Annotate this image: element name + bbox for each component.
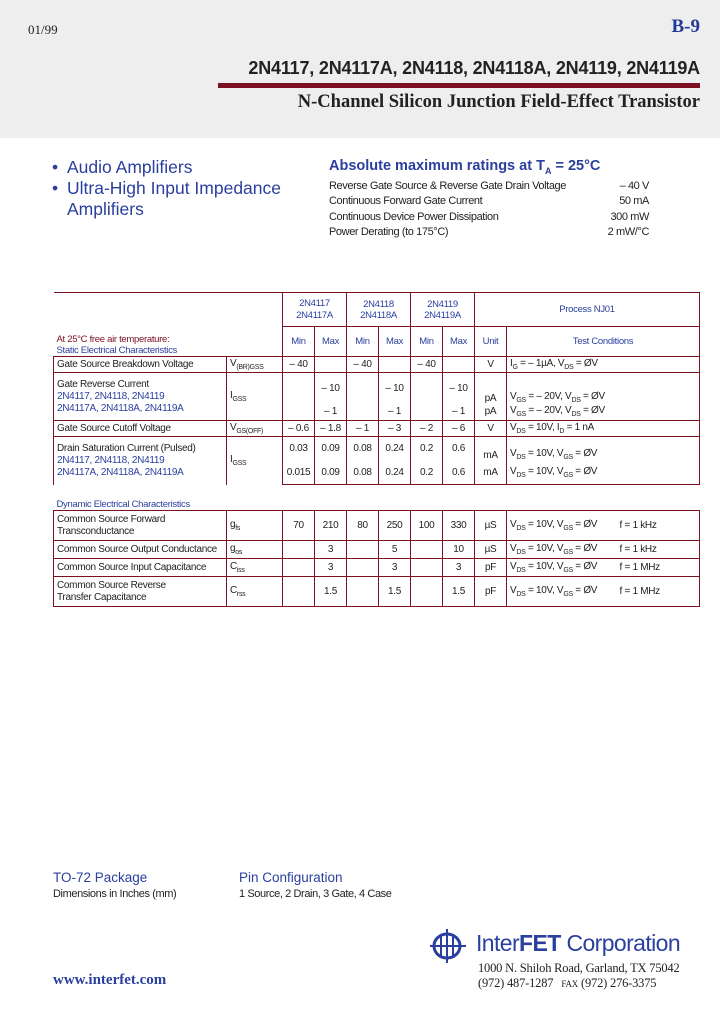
value-cell: 0.015 <box>283 461 315 485</box>
rating-row: Reverse Gate Source & Reverse Gate Drain Voltage – 40 V <box>329 179 649 192</box>
table-row <box>54 559 700 577</box>
value-cell <box>283 559 315 577</box>
value-cell: 3 <box>379 559 411 577</box>
header-row <box>54 293 700 327</box>
feature-item-continued: Amplifiers <box>67 199 144 219</box>
column-header: Min <box>347 327 379 357</box>
unit-cell: V <box>475 357 507 373</box>
value-cell: – 10 <box>315 373 347 404</box>
symbol-cell: $V_{(BR)GSS}$ <box>227 357 283 373</box>
value-cell: 80 <box>347 511 379 541</box>
unit-cell: pA <box>475 373 507 404</box>
symbol-cell: $C_{rss}$ <box>227 577 283 607</box>
column-header: Test Conditions <box>507 327 700 357</box>
value-cell: 1.5 <box>443 577 475 607</box>
unit-cell: pF <box>475 559 507 577</box>
value-cell: 5 <box>379 541 411 559</box>
value-cell <box>347 541 379 559</box>
value-cell: – 0.6 <box>283 421 315 437</box>
value-cell: 3 <box>315 559 347 577</box>
value-cell: – 40 <box>283 357 315 373</box>
test-cell: $V_{GS}$ = – 20V, $V_{DS}$ = ØV <box>507 373 700 404</box>
test-cell: $V_{DS} = 10V$, $V_{GS}$ = ØV <box>507 511 617 541</box>
symbol-cell: $V_{GS(OFF)}$ <box>227 421 283 437</box>
value-cell <box>411 373 443 404</box>
feature-item: • Audio Amplifiers <box>52 157 193 177</box>
package-subtitle: Dimensions in Inches (mm) <box>53 888 177 900</box>
value-cell: 0.08 <box>347 437 379 461</box>
value-cell: 250 <box>379 511 411 541</box>
value-cell <box>411 404 443 421</box>
unit-cell: µS <box>475 541 507 559</box>
value-cell <box>411 541 443 559</box>
test-cell: $V_{DS} = 10V$, $V_{GS}$ = ØV <box>507 559 617 577</box>
value-cell: – 10 <box>379 373 411 404</box>
value-cell: 1.5 <box>379 577 411 607</box>
group-header: 2N4118 2N4118A <box>347 293 411 327</box>
document-date: 01/99 <box>28 22 58 37</box>
symbol-cell: $g_{os}$ <box>227 541 283 559</box>
spec-table <box>53 292 700 607</box>
page-id: B-9 <box>671 16 700 37</box>
table-row <box>54 373 700 404</box>
value-cell: 70 <box>283 511 315 541</box>
process-label: Process NJ01 <box>475 293 700 327</box>
value-cell: – 40 <box>347 357 379 373</box>
bullet-icon: • <box>52 178 59 198</box>
symbol-cell: $I_{GSS}$ <box>227 437 283 485</box>
rating-row: Continuous Forward Gate Current 50 mA <box>329 195 649 208</box>
pin-config-subtitle: 1 Source, 2 Drain, 3 Gate, 4 Case <box>239 888 392 900</box>
rating-row: Power Derating (to 175°C) 2 mW/°C <box>329 226 649 239</box>
param-cell: Common Source Output Conductance <box>54 541 227 559</box>
column-header: Max <box>379 327 411 357</box>
pin-config-title: Pin Configuration <box>239 870 343 885</box>
value-cell: 0.2 <box>411 437 443 461</box>
company-address: 1000 N. Shiloh Road, Garland, TX 75042 <box>478 961 680 975</box>
spacer-row <box>54 485 700 511</box>
frequency-cell: f = 1 MHz <box>617 559 700 577</box>
unit-cell: mA <box>475 437 507 461</box>
value-cell <box>283 404 315 421</box>
column-header: Max <box>315 327 347 357</box>
value-cell: 0.09 <box>315 437 347 461</box>
column-header-row <box>54 327 700 357</box>
dynamic-section-title: Dynamic Electrical Characteristics <box>56 499 190 510</box>
value-cell: 3 <box>315 541 347 559</box>
test-cell: $V_{GS}$ = – 20V, $V_{DS}$ = ØV <box>507 404 700 421</box>
value-cell: – 1.8 <box>315 421 347 437</box>
value-cell: 3 <box>443 559 475 577</box>
value-cell: 10 <box>443 541 475 559</box>
value-cell: 0.08 <box>347 461 379 485</box>
test-cell: $V_{DS} = 10V$, $I_D = 1$ nA <box>507 421 700 437</box>
value-cell <box>443 357 475 373</box>
bullet-icon: • <box>52 157 59 177</box>
unit-cell: V <box>475 421 507 437</box>
value-cell <box>347 404 379 421</box>
param-cell: Drain Saturation Current (Pulsed) 2N4117, 2N4118, 2N4119 2N4117A, 2N4118A, 2N4119A <box>54 437 227 485</box>
frequency-cell: f = 1 kHz <box>617 511 700 541</box>
param-cell: Gate Source Cutoff Voltage <box>54 421 227 437</box>
symbol-cell: $g_{fs}$ <box>227 511 283 541</box>
value-cell: 0.2 <box>411 461 443 485</box>
test-cell: $V_{DS} = 10V$, $V_{GS}$ = ØV <box>507 437 700 461</box>
param-cell: Gate Source Breakdown Voltage <box>54 357 227 373</box>
value-cell: – 1 <box>347 421 379 437</box>
table-row <box>54 541 700 559</box>
value-cell: – 1 <box>379 404 411 421</box>
part-numbers-title: 2N4117, 2N4117A, 2N4118, 2N4118A, 2N4119, 2N4119A <box>248 58 700 78</box>
blank-cell <box>54 293 227 327</box>
test-cell: $V_{DS} = 10V$, $V_{GS}$ = ØV <box>507 577 617 607</box>
symbol-cell: $I_{GSS}$ <box>227 373 283 421</box>
value-cell: 0.03 <box>283 437 315 461</box>
test-cell: $V_{DS} = 10V$, $V_{GS}$ = ØV <box>507 461 700 485</box>
table-row <box>54 357 700 373</box>
frequency-cell: f = 1 MHz <box>617 577 700 607</box>
table-row <box>54 577 700 607</box>
column-header: Unit <box>475 327 507 357</box>
value-cell: 0.6 <box>443 461 475 485</box>
value-cell: – 3 <box>379 421 411 437</box>
value-cell: – 1 <box>443 404 475 421</box>
value-cell <box>283 373 315 404</box>
absolute-max-ratings <box>329 158 649 241</box>
value-cell <box>347 577 379 607</box>
value-cell: – 40 <box>411 357 443 373</box>
feature-item: • Ultra-High Input Impedance <box>52 178 281 198</box>
param-cell: Common Source Reverse Transfer Capacitance <box>54 577 227 607</box>
value-cell <box>347 373 379 404</box>
value-cell: 0.6 <box>443 437 475 461</box>
frequency-cell: f = 1 kHz <box>617 541 700 559</box>
param-cell: Common Source Input Capacitance <box>54 559 227 577</box>
package-title: TO-72 Package <box>53 870 148 885</box>
unit-cell: mA <box>475 461 507 485</box>
company-phone: (972) 487-1287 FAX (972) 276-3375 <box>478 976 657 990</box>
value-cell: 100 <box>411 511 443 541</box>
group-header: 2N4117 2N4117A <box>283 293 347 327</box>
unit-cell: µS <box>475 511 507 541</box>
value-cell: 210 <box>315 511 347 541</box>
value-cell <box>347 559 379 577</box>
value-cell <box>283 541 315 559</box>
value-cell: 0.09 <box>315 461 347 485</box>
value-cell: – 2 <box>411 421 443 437</box>
value-cell: – 10 <box>443 373 475 404</box>
table-row <box>54 421 700 437</box>
feature-list <box>50 157 281 220</box>
group-header: 2N4119 2N4119A <box>411 293 475 327</box>
column-header: Max <box>443 327 475 357</box>
value-cell <box>379 357 411 373</box>
value-cell <box>411 577 443 607</box>
document-subtitle: N-Channel Silicon Junction Field-Effect Transistor <box>297 92 700 112</box>
unit-cell: pF <box>475 577 507 607</box>
param-cell: Common Source Forward Transconductance <box>54 511 227 541</box>
value-cell <box>283 577 315 607</box>
test-cell: $I_G$ = – 1µA, $V_{DS}$ = ØV <box>507 357 700 373</box>
symbol-cell: $C_{iss}$ <box>227 559 283 577</box>
test-cell: $V_{DS} = 10V$, $V_{GS}$ = ØV <box>507 541 617 559</box>
static-section-title: At 25°C free air temperature: Static Electrical Characteristics <box>54 327 283 357</box>
blank-cell <box>227 293 283 327</box>
value-cell: 1.5 <box>315 577 347 607</box>
value-cell: 0.24 <box>379 437 411 461</box>
table-row <box>54 437 700 461</box>
column-header: Min <box>411 327 443 357</box>
table-row <box>54 511 700 541</box>
interfet-logo-icon <box>428 928 468 964</box>
title-rule <box>218 83 700 88</box>
company-name: InterFET Corporation <box>476 930 681 956</box>
value-cell: 330 <box>443 511 475 541</box>
rating-row: Continuous Device Power Dissipation 300 mW <box>329 210 649 223</box>
website-link[interactable]: www.interfet.com <box>53 972 167 988</box>
param-cell: Gate Reverse Current 2N4117, 2N4118, 2N4119 2N4117A, 2N4118A, 2N4119A <box>54 373 227 421</box>
absolute-max-title: Absolute maximum ratings at $T_A = 25^\circ C$ <box>329 158 601 176</box>
column-header: Min <box>283 327 315 357</box>
value-cell <box>411 559 443 577</box>
value-cell <box>315 357 347 373</box>
value-cell: 0.24 <box>379 461 411 485</box>
unit-cell: pA <box>475 404 507 421</box>
value-cell: – 1 <box>315 404 347 421</box>
value-cell: – 6 <box>443 421 475 437</box>
